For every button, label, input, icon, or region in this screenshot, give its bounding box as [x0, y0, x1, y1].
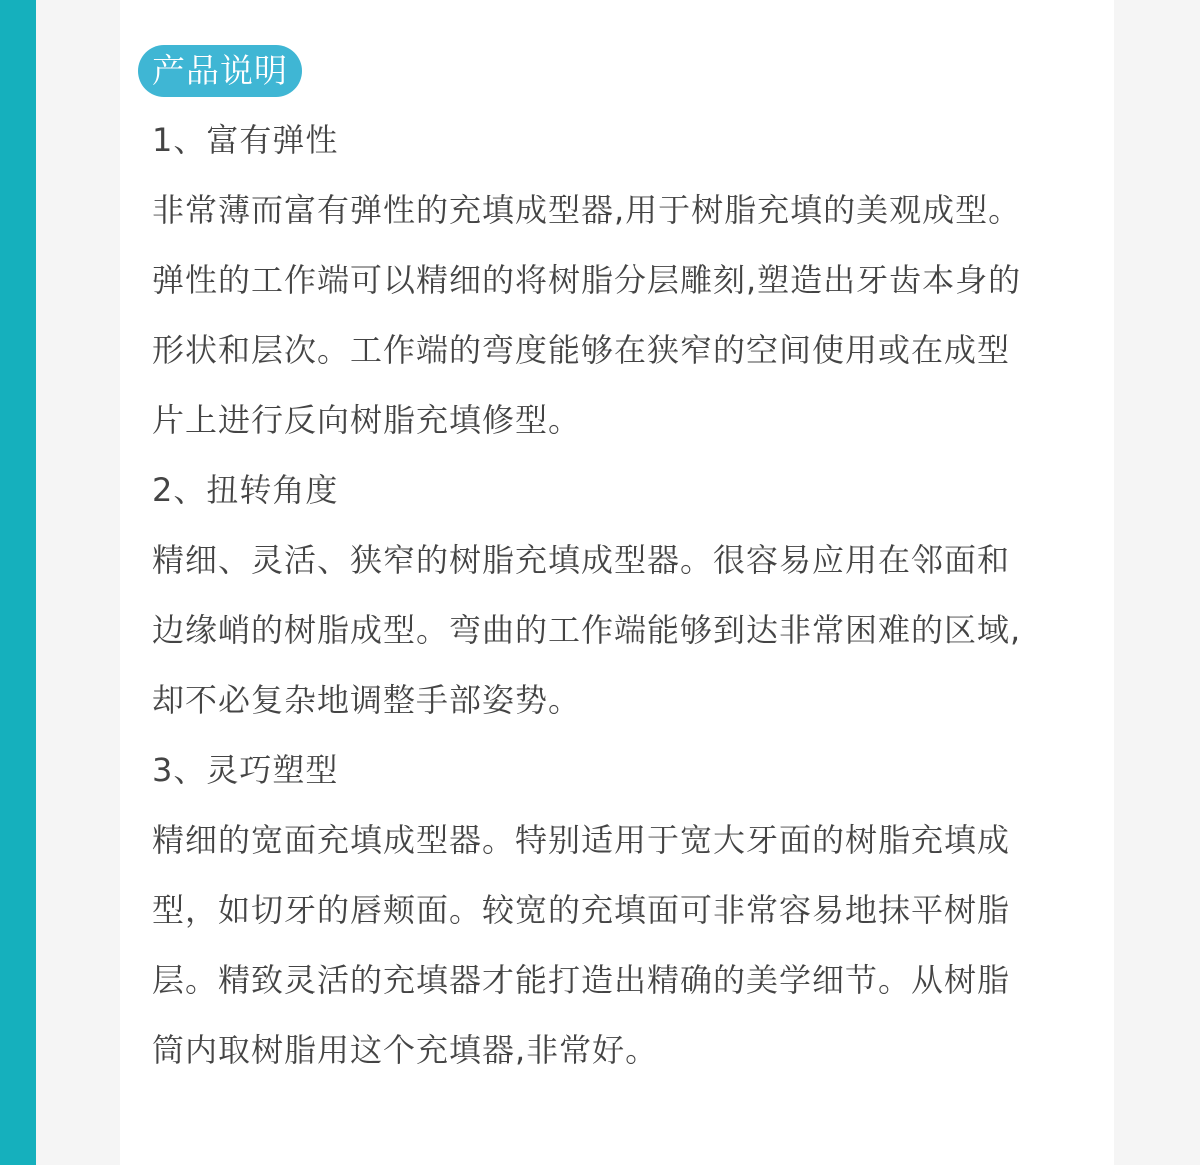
paragraph-line: 弹性的工作端可以精细的将树脂分层雕刻,塑造出牙齿本身的: [152, 261, 1022, 299]
heading-elasticity: 1、富有弹性: [152, 121, 339, 159]
left-accent-bar: [0, 0, 36, 1165]
heading-twist-angle: 2、扭转角度: [152, 471, 339, 509]
paragraph-line: 边缘峭的树脂成型。弯曲的工作端能够到达非常困难的区域,: [152, 611, 1022, 649]
section-title-tag: 产品说明: [138, 45, 302, 97]
paragraph-line: 形状和层次。工作端的弯度能够在狭窄的空间使用或在成型: [152, 331, 1011, 369]
paragraph-line: 却不必复杂地调整手部姿势。: [152, 681, 582, 719]
paragraph-line: 型，如切牙的唇颊面。较宽的充填面可非常容易地抹平树脂: [152, 891, 1011, 929]
paragraph-line: 非常薄而富有弹性的充填成型器,用于树脂充填的美观成型。: [152, 191, 1022, 229]
product-description: [152, 105, 1092, 1085]
paragraph-line: 片上进行反向树脂充填修型。: [152, 401, 582, 439]
paragraph-line: 层。精致灵活的充填器才能打造出精确的美学细节。从树脂: [152, 961, 1011, 999]
paragraph-line: 筒内取树脂用这个充填器,非常好。: [152, 1031, 659, 1069]
paragraph-line: 精细的宽面充填成型器。特别适用于宽大牙面的树脂充填成: [152, 821, 1011, 859]
heading-dexterous-shaping: 3、灵巧塑型: [152, 751, 339, 789]
paragraph-line: 精细、灵活、狭窄的树脂充填成型器。很容易应用在邻面和: [152, 541, 1011, 579]
